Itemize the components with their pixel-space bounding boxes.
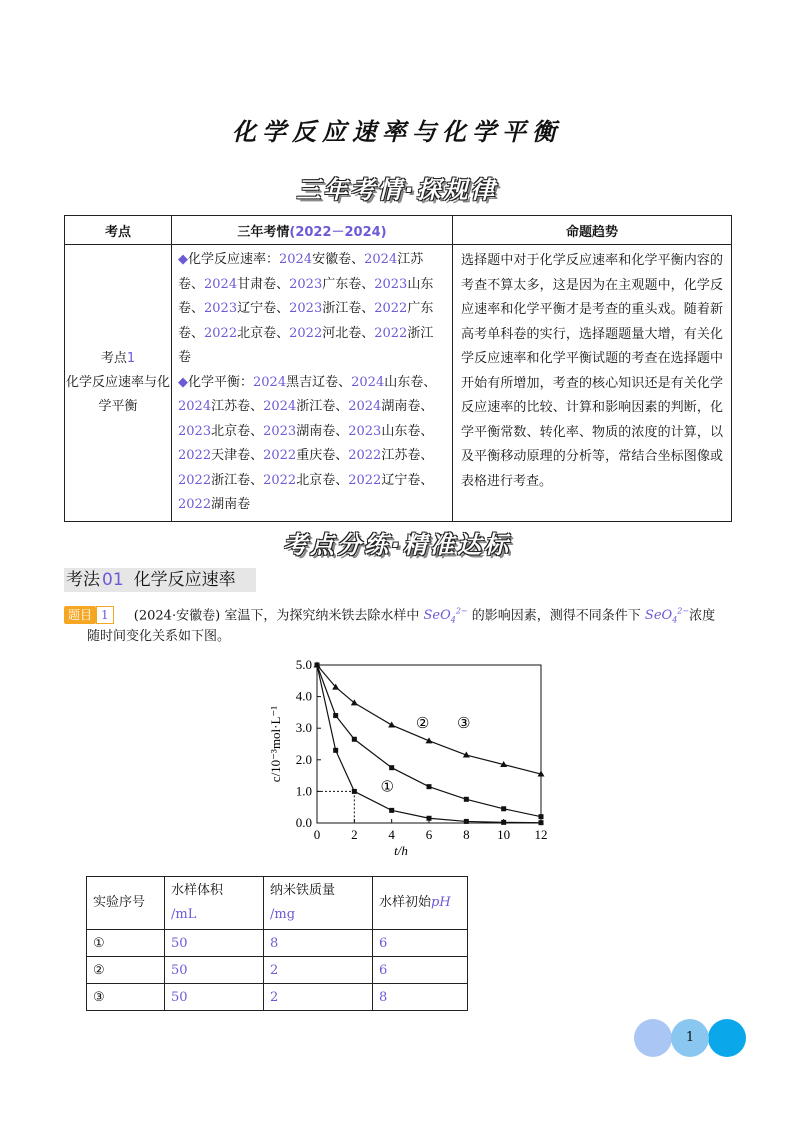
x-tick-label: 0: [313, 827, 321, 842]
exam-year: 2023: [289, 301, 323, 316]
diamond-bullet-icon: ◆: [178, 374, 188, 390]
exp-mass: 8: [264, 930, 373, 957]
method-label: 考法: [66, 570, 100, 590]
point-number: 1: [126, 350, 136, 366]
exam-name: 湖南卷: [211, 497, 251, 512]
exam-year: 2022: [204, 325, 238, 341]
exp-volume: 50: [165, 930, 264, 957]
x-tick-label: 4: [388, 827, 395, 842]
exam-year: 2023: [289, 276, 323, 292]
y-tick-label: 2.0: [295, 751, 312, 767]
exam-year: 2022: [178, 472, 212, 488]
data-point: [333, 713, 338, 718]
exam-name: 湖南卷、: [381, 399, 434, 414]
exam-name: 浙江卷、: [322, 301, 375, 316]
exam-year: 2022: [289, 325, 323, 341]
page-number: 1: [671, 1019, 709, 1057]
exam-name: 浙江卷、: [296, 399, 349, 414]
exam-name: 广东卷、: [178, 301, 434, 341]
data-point: [427, 816, 432, 821]
x-tick-label: 8: [463, 827, 470, 842]
data-point: [427, 784, 432, 789]
selenate-formula: SeO$_4^{2-}$: [423, 607, 468, 625]
y-axis-label: c/10⁻³mol·L⁻¹: [268, 705, 283, 783]
exam-name: 辽宁卷、: [381, 472, 434, 488]
data-point: [464, 797, 469, 802]
data-point: [389, 765, 394, 770]
question-line-continued: 随时间变化关系如下图。: [87, 629, 231, 644]
plot-frame: [317, 665, 541, 823]
data-point: [352, 737, 357, 742]
exam-name: 湖南卷、: [296, 423, 349, 439]
exam-year: 2022: [348, 448, 382, 463]
series-label: ①: [380, 777, 394, 796]
header-years-range: (2022－2024): [289, 224, 387, 240]
question-source: (2024·安徽卷): [133, 608, 221, 624]
exam-name: 山东卷、: [178, 276, 434, 316]
exam-name: 山东卷、: [381, 423, 434, 439]
y-tick-label: 3.0: [295, 720, 312, 736]
exp-ph: 8: [373, 984, 468, 1011]
equilibrium-exam-list: [178, 375, 436, 513]
exam-year: 2024: [364, 252, 398, 267]
exp-volume: 50: [165, 984, 264, 1011]
decorative-circle: [708, 1019, 746, 1057]
exam-year: 2023: [374, 276, 408, 292]
years-cell: [172, 245, 453, 522]
exam-name: 北京卷、: [237, 325, 290, 341]
data-point: [389, 808, 394, 813]
x-tick-label: 6: [425, 827, 433, 842]
exam-name: 重庆卷、: [296, 448, 349, 463]
header-years-label: 三年考情: [237, 224, 290, 240]
exam-year: 2022: [263, 472, 297, 488]
exam-year: 2024: [178, 399, 212, 414]
y-tick-label: 1.0: [295, 783, 312, 799]
exp-header-mass: 纳米铁质量 /mg: [264, 877, 373, 930]
exam-year: 2022: [348, 472, 382, 488]
exam-year: 2023: [348, 423, 382, 439]
method-number: 01: [102, 570, 124, 590]
question-text: 的影响因素，测得不同条件下: [471, 608, 641, 624]
trend-table-header: [65, 216, 732, 245]
trend-table-row: [65, 245, 732, 522]
table-row: [87, 984, 468, 1011]
exp-volume: 50: [165, 957, 264, 984]
question-number: 1: [96, 606, 114, 624]
exam-name: 北京卷、: [296, 472, 349, 488]
y-tick-label: 4.0: [295, 688, 312, 704]
concentration-chart: [258, 655, 558, 867]
data-point: [501, 806, 506, 811]
data-point: [388, 722, 395, 728]
header-years: [172, 216, 453, 245]
data-point: [539, 820, 544, 825]
y-tick-label: 0.0: [295, 815, 312, 830]
method-title: 化学反应速率: [133, 570, 236, 590]
exp-mass: 2: [264, 984, 373, 1011]
rate-label: 化学反应速率：: [188, 252, 280, 267]
trend-cell: 选择题中对于化学反应速率和化学平衡内容的考查不算太多，这是因为在主观题中，化学反应速率和化学平衡才是考查的重头戏。随着新高考单科卷的实行，选择题题量大增，有关化学反应速率和化学平衡试题的考查在选择题中开始有所增加，考查的核心知识还是有关化学反应速率的比较、计算和影响因素的判断，化学平衡常数、转化率、物质的浓度的计算，以及平衡移动原理的分析等，常结合坐标图像或表格进行考查。: [453, 245, 732, 522]
exam-name: 甘肃卷、: [237, 276, 290, 292]
exam-year: 2024: [351, 374, 385, 390]
x-tick-label: 12: [534, 827, 548, 842]
equilibrium-label: 化学平衡：: [188, 374, 254, 390]
rate-exam-list: [178, 252, 433, 365]
exam-name: 北京卷、: [211, 423, 264, 439]
exam-year: 2023: [178, 423, 212, 439]
exp-id: ③: [87, 984, 165, 1011]
header-point: 考点: [65, 216, 172, 245]
question-text: 室温下，为探究纳米铁去除水样中: [224, 608, 420, 624]
exam-year: 2024: [253, 374, 287, 390]
experiment-table: [86, 876, 468, 1011]
y-tick-label: 5.0: [295, 657, 312, 672]
exam-name: 浙江卷: [178, 325, 434, 365]
table-row: [87, 957, 468, 984]
exam-year: 2024: [348, 399, 382, 414]
exp-mass: 2: [264, 957, 373, 984]
exp-id: ②: [87, 957, 165, 984]
decorative-circle: [634, 1019, 672, 1057]
data-point: [539, 814, 544, 819]
exam-year: 2022: [178, 497, 212, 512]
exam-name: 山东卷、: [384, 374, 437, 390]
exam-name: 浙江卷、: [211, 472, 264, 488]
exam-name: 辽宁卷、: [237, 301, 290, 316]
section-banner-practice: 考点分练·精准达标: [282, 531, 512, 559]
exam-name: 黑吉辽卷、: [286, 374, 352, 390]
header-trend: 命题趋势: [453, 216, 732, 245]
section-banner-trends: 三年考情·探规律: [296, 176, 498, 204]
selenate-formula: SeO$_4^{2-}$: [644, 607, 690, 625]
series-label: ②: [415, 714, 430, 733]
data-point: [501, 820, 506, 825]
x-tick-label: 2: [351, 827, 358, 842]
diamond-bullet-icon: ◆: [178, 252, 188, 267]
data-point: [352, 789, 357, 794]
point-cell: [65, 245, 172, 522]
exam-year: 2024: [204, 276, 238, 292]
exam-name: 天津卷、: [211, 448, 264, 463]
point-label: 考点: [100, 350, 127, 366]
exam-year: 2024: [263, 399, 297, 414]
exam-name: 广东卷、: [322, 276, 375, 292]
point-title: 化学反应速率与化学平衡: [66, 374, 171, 414]
exam-year: 2024: [279, 252, 313, 267]
exp-header-id: 实验序号: [87, 877, 165, 930]
x-tick-label: 10: [497, 827, 511, 842]
exp-header-volume: 水样体积 /mL: [165, 877, 264, 930]
exam-year: 2022: [374, 301, 408, 316]
method-heading: [64, 568, 256, 592]
trend-table: [64, 215, 732, 522]
exp-ph: 6: [373, 930, 468, 957]
exam-year: 2022: [263, 448, 297, 463]
exam-year: 2023: [263, 423, 297, 439]
exp-ph: 6: [373, 957, 468, 984]
exam-name: 江苏卷、: [211, 399, 264, 414]
series-label: ③: [457, 714, 471, 733]
page-title: 化学反应速率与化学平衡: [232, 117, 562, 146]
data-point: [333, 748, 338, 753]
exam-name: 江苏卷、: [178, 252, 424, 292]
exam-year: 2023: [204, 301, 238, 316]
exam-name: 河北卷、: [322, 325, 375, 341]
data-point: [464, 819, 469, 824]
exam-year: 2022: [178, 448, 212, 463]
experiment-table-header: [87, 877, 468, 930]
page-indicator: [632, 1019, 752, 1059]
series-line-1: [317, 665, 541, 823]
question-badge: 题目: [64, 606, 96, 624]
exp-id: ①: [87, 930, 165, 957]
table-row: [87, 930, 468, 957]
exam-name: 江苏卷、: [381, 448, 434, 463]
exp-header-ph: 水样初始pH: [373, 877, 468, 930]
question-text: 浓度: [689, 608, 716, 624]
exam-year: 2022: [374, 325, 408, 341]
x-axis-label: t/h: [394, 843, 408, 858]
exam-name: 安徽卷、: [312, 252, 365, 267]
